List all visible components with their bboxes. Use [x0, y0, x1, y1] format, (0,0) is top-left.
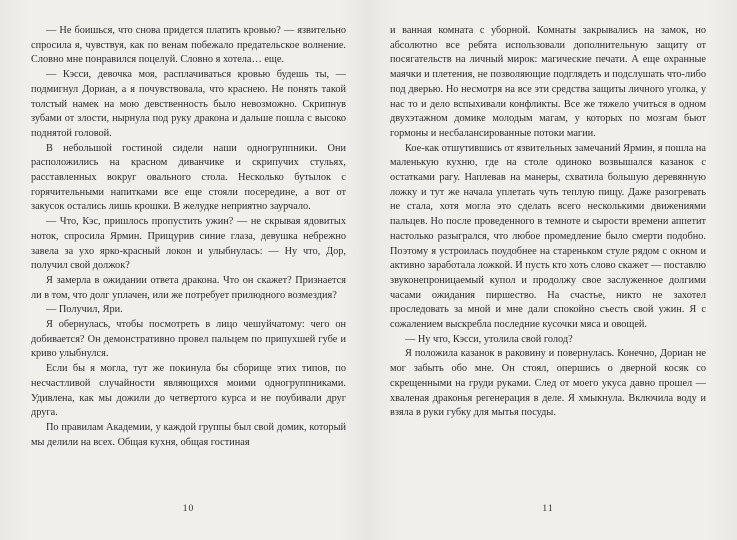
paragraph: Я замерла в ожидании ответа дракона. Что он скажет? Признается ли в том, что долг уплачен, или же потребует прилюдного возмездия?: [31, 274, 346, 301]
page-number-right: 11: [542, 504, 554, 514]
paragraph: Если бы я могла, тут же покинула бы сборище этих типов, по несчастливой случайности являющихся моими одногруппниками. Удивлена, как мы дожили до четвертого курса и не поубивали друг друга.: [31, 363, 346, 419]
paragraph: — Не боишься, что снова придется платить кровью? — язвительно спросила я, чувствуя, как по венам побежало предательское волнение. Словно мне понравился поцелуй. Словно я хотела… еще.: [31, 25, 346, 66]
page-number-left: 10: [182, 504, 195, 514]
paragraph: — Получил, Яри.: [46, 304, 123, 316]
paragraph: Кое-как отшутившись от язвительных замечаний Ярмин, я пошла на маленькую кухню, где на столе одиноко возвышался казанок с остатками рагу. Наплевав на манеры, схватила большую деревянную ложку и тут же начала уплетать чуть теплую пищу. Даже разогревать не стала, хотя могла это сделать всего несколькими движениями пальцев. Но после проведенного в темноте и сырости времени аппетит настолько разыгрался, что любое промедление было смерти подобно. Поэтому я устроилась поудобнее на стареньком стуле рядом с окном и активно заработала ложкой. И пусть кто хоть слово скажет — поставлю звуконепроницаемый купол и продолжу свое заслуженное долгими часами ожидания пиршество. На счастье, никто не захотел проследовать за мной и мне дали спокойно съесть свой ужин. Я с сожалением выскребла последние кусочки мяса и овощей.: [390, 142, 706, 331]
left-page: [0, 0, 368, 540]
paragraph-continuation: и ванная комната с уборной. Комнаты закрывались на замок, но абсолютно все ребята использовали дополнительную защиту от посягательств на личный мирок: магические печати. А еще охранные маячки и плетения, не позволяющие подглядеть и подслушать что-либо под дверью. Но несмотря на все эти средства защиты личного уголка, у нас то и дело вспыхивали конфликты. Все же тяжело учиться в одном двухэтажном домике молодым магам, у которых по мозгам бьют гормоны и несбалансированные потоки магии.: [390, 25, 706, 139]
paragraph: Я положила казанок в раковину и повернулась. Конечно, Дориан не мог забыть обо мне. Он стоял, опершись о дверной косяк со скрещенными на груди руками. След от моего укуса давно прошел — хваленая драконья регенерация в деле. Я хмыкнула. Включила воду и взяла в руки губку для мытья посуды.: [390, 348, 706, 419]
paragraph: — Ну что, Кэсси, утолила свой голод?: [405, 333, 573, 345]
paragraph: — Кэсси, девочка моя, расплачиваться кровью будешь ты, — подмигнул Дориан, а я почувствовала, что краснею. Не понять такой толстый намек на мою девственность было невозможно. Скрипнув зубами от злости, нырнула под руку дракона и дальше пошла с высоко поднятой головой.: [31, 69, 346, 139]
right-page: [368, 0, 737, 540]
paragraph: Я обернулась, чтобы посмотреть в лицо чешуйчатому: чего он добивается? Он демонстративно провел пальцем по припухшей губе и криво улыбнулся.: [31, 319, 346, 360]
paragraph: В небольшой гостиной сидели наши одногруппники. Они расположились на красном диванчике и скрипучих стульях, расставленных вокруг овального стола. Несколько бутылок с горячительными напитками все еще стояли посередине, а вот от закусок остались лишь крошки. В желудке неприятно заурчало.: [31, 142, 346, 213]
paragraph: По правилам Академии, у каждой группы был свой домик, который мы делили на всех. Общая кухня, общая гостиная: [31, 421, 346, 448]
paragraph: — Что, Кэс, пришлось пропустить ужин? — не скрывая ядовитых ноток, спросила Ярмин. Прищурив синие глаза, девушка небрежно завела за ухо ярко-красный локон и улыбнулась: — Ну что, Дор, получил свой должок?: [31, 216, 346, 272]
right-page-text: [390, 24, 706, 421]
left-page-text: [31, 24, 346, 450]
